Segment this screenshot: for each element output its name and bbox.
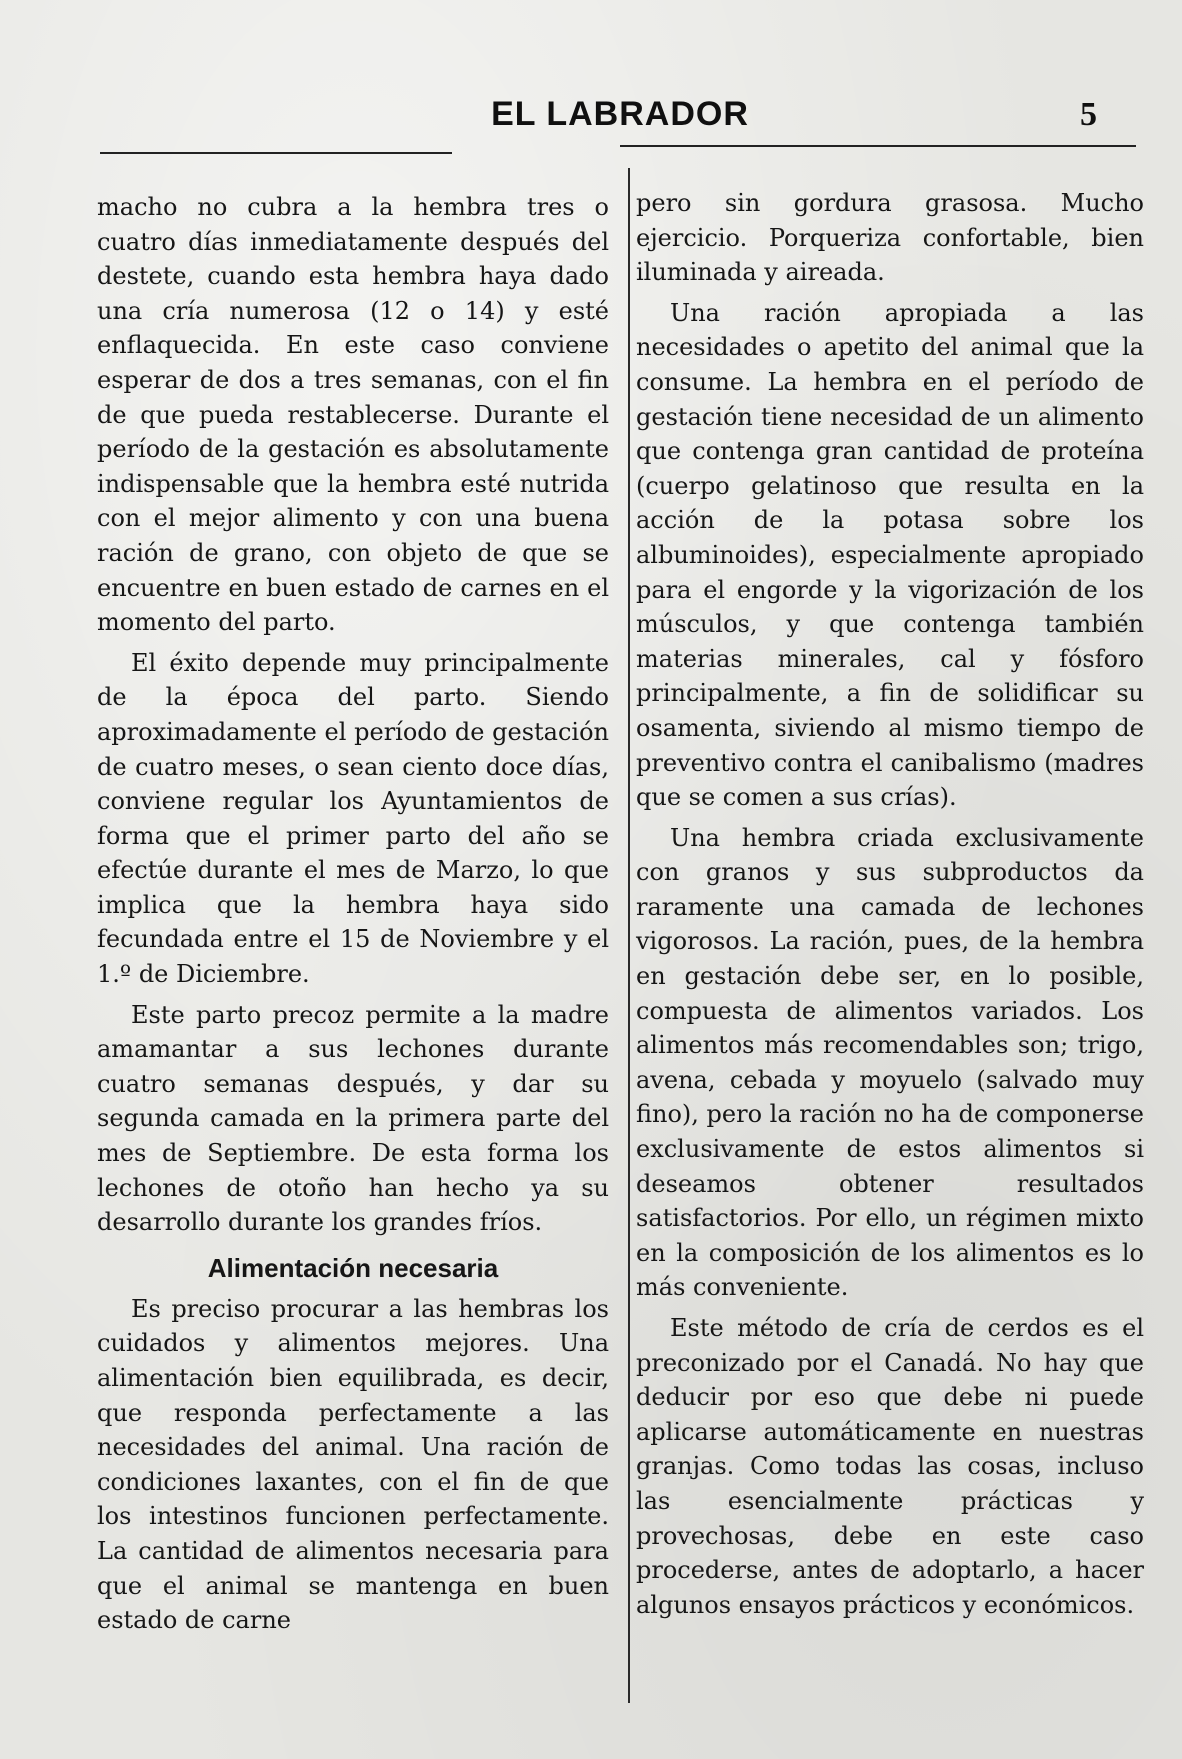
right-paragraph-1: pero sin gordura grasosa. Mucho ejercicio. Porqueriza confortable, bien iluminada y aireada. xyxy=(636,189,1144,287)
left-paragraph-2: El éxito depende muy principalmente de la época del parto. Siendo aproximadamente el período de gestación de cuatro meses, o sean ciento doce días, conviene regular los Ayuntamientos de forma que el primer parto del año se efectúe durante el mes de Marzo, lo que implica que la hembra haya sido fecundada entre el 15 de Noviembre y el 1.º de Diciembre. xyxy=(97,648,609,989)
header-rule-right xyxy=(620,145,1136,147)
right-column xyxy=(636,186,1144,1628)
column-divider xyxy=(628,168,630,1703)
right-paragraph-2: Una ración apropiada a las necesidades o apetito del animal que la consume. La hembra en el período de gestación tiene necesidad de un alimento que contenga gran cantidad de proteína (cuerpo gelatinoso que resulta en la acción de la potasa sobre los albuminoides), especialmente apropiado para el engorde y la vigorización de los músculos, y que contenga también materias minerales, cal y fósforo principalmente, a fin de solidificar su osamenta, siviendo al mismo tiempo de preventivo contra el canibalismo (madres que se comen a sus crías). xyxy=(636,298,1144,812)
left-paragraph-4: Es preciso procurar a las hembras los cuidados y alimentos mejores. Una alimentación bien equilibrada, es decir, que responda perfectamente a las necesidades del animal. Una ración de condiciones laxantes, con el fin de que los intestinos funcionen perfectamente. La cantidad de alimentos necesaria para que el animal se mantenga en buen estado de carne xyxy=(97,1294,609,1635)
section-heading: Alimentación necesaria xyxy=(207,1252,499,1283)
left-paragraph-3: Este parto precoz permite a la madre amamantar a sus lechones durante cuatro semanas después, y dar su segunda camada en la primera parte del mes de Septiembre. De esta forma los lechones de otoño han hecho ya su desarrollo durante los grandes fríos. xyxy=(97,1000,609,1237)
left-column xyxy=(97,190,609,1644)
right-paragraph-4: Este método de cría de cerdos es el preconizado por el Canadá. No hay que deducir por eso que debe ni puede aplicarse automáticamente en nuestras granjas. Como todas las cosas, incluso las esencialmente prácticas y provechosas, debe en este caso procederse, antes de adoptarlo, a hacer algunos ensayos prácticos y económicos. xyxy=(636,1314,1144,1619)
header-rule-left xyxy=(100,152,452,154)
page-header-title: EL LABRADOR xyxy=(491,95,749,133)
left-paragraph-1: macho no cubra a la hembra tres o cuatro días inmediatamente después del destete, cuando esta hembra haya dado una cría numerosa (12 o 14) y esté enflaquecida. En este caso conviene esperar de dos a tres semanas, con el fin de que pueda restablecerse. Durante el período de la gestación es absolutamente indispensable que la hembra esté nutrida con el mejor alimento y con una buena ración de grano, con objeto de que se encuentre en buen estado de carnes en el momento del parto. xyxy=(97,193,609,637)
page-number: 5 xyxy=(1080,96,1097,133)
right-paragraph-3: Una hembra criada exclusivamente con granos y sus subproductos da raramente una camada de lechones vigorosos. La ración, pues, de la hembra en gestación debe ser, en lo posible, compuesta de alimentos variados. Los alimentos más recomendables son; trigo, avena, cebada y moyuelo (salvado muy fino), pero la ración no ha de componerse exclusivamente de estos alimentos si deseamos obtener resultados satisfactorios. Por ello, un régimen mixto en la composición de los alimentos es lo más conveniente. xyxy=(636,823,1144,1302)
